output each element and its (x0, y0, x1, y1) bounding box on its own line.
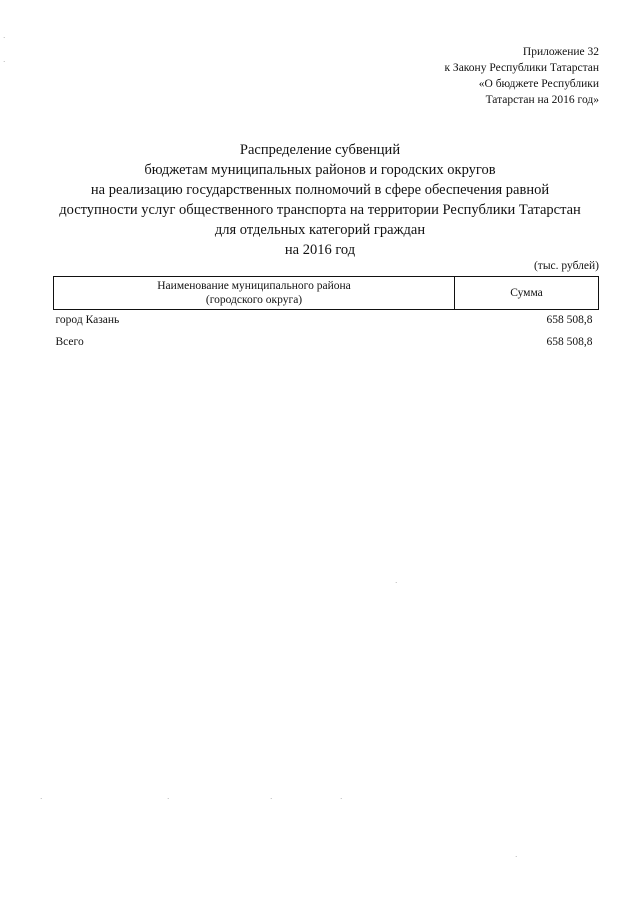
appendix-line: «О бюджете Республики (478, 78, 599, 90)
appendix-line: Татарстан на 2016 год» (485, 94, 599, 106)
scan-speck: · (515, 853, 518, 861)
title-line: для отдельных категорий граждан (214, 222, 426, 238)
appendix-note (444, 44, 599, 108)
amount-cell: 658 508,8 (546, 314, 593, 326)
header-district-name (54, 277, 455, 310)
document-title (0, 140, 640, 260)
appendix-line: к Закону Республики Татарстан (444, 62, 599, 74)
header-name-line: Наименование муниципального района (157, 280, 351, 292)
table-header-row (54, 277, 599, 310)
scan-speck: · (340, 795, 343, 803)
units-label: (тыс. рублей) (533, 260, 599, 272)
scan-speck: · (270, 795, 273, 803)
scan-speck: · (3, 58, 6, 66)
header-name-line: (городского округа) (205, 294, 303, 306)
scan-speck: · (3, 34, 6, 42)
header-amount: Сумма (455, 277, 599, 310)
table-row (54, 332, 599, 354)
table-row (54, 310, 599, 333)
total-label-cell: Всего (55, 336, 84, 348)
distribution-table (53, 276, 599, 354)
appendix-line: Приложение 32 (522, 46, 599, 58)
scan-speck: · (40, 795, 43, 803)
title-line: на 2016 год (284, 242, 356, 258)
title-line: доступности услуг общественного транспорта на территории Республики Татарстан (59, 202, 581, 218)
title-line: Распределение субвенций (239, 142, 401, 158)
title-line: на реализацию государственных полномочий в сфере обеспечения равной (90, 182, 550, 198)
scan-speck: · (167, 795, 170, 803)
district-name-cell: город Казань (55, 314, 120, 326)
title-line: бюджетам муниципальных районов и городских округов (144, 162, 496, 178)
total-amount-cell: 658 508,8 (546, 336, 593, 348)
scan-speck: · (395, 579, 398, 587)
